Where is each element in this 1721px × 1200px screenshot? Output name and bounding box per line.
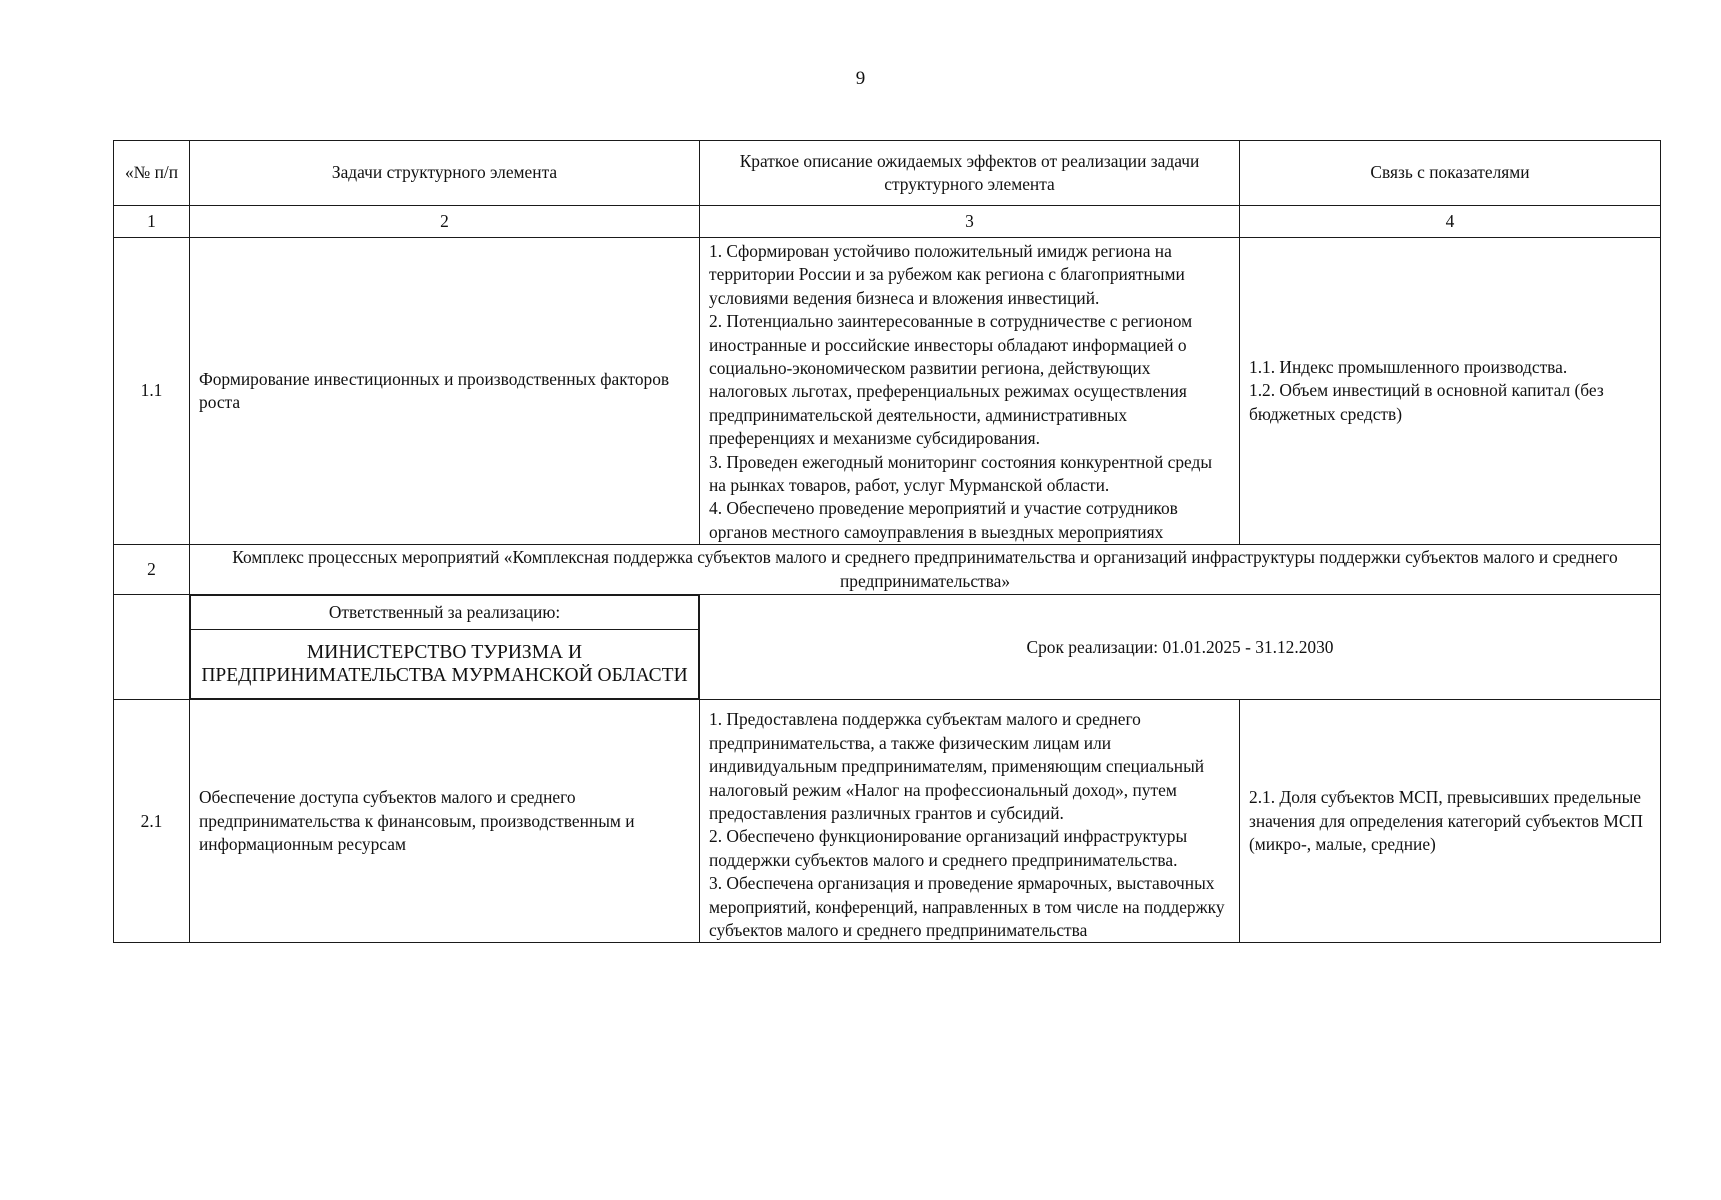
table-row-1-1 (114, 238, 1661, 545)
column-number-4: 4 (1240, 206, 1661, 238)
column-number-1: 1 (114, 206, 190, 238)
task-cell: Обеспечение доступа субъектов малого и среднего предпринимательства к финансовым, производственным и информационным ресурсам (190, 700, 700, 943)
empty-cell (114, 595, 190, 700)
effect-item: 2. Обеспечено функционирование организаций инфраструктуры поддержки субъектов малого и среднего предпринимательства. (709, 826, 1188, 870)
indicators-cell (1240, 238, 1661, 545)
effect-item: 1. Предоставлена поддержка субъектам малого и среднего предпринимательства, а также физическим лицам или индивидуальным предпринимателям, применяющим специальный налоговый режим «Налог на профессиональный доход», путем предоставления различных грантов и субсидий. (709, 709, 1205, 823)
structural-elements-table (113, 140, 1661, 943)
column-number-row (114, 206, 1661, 238)
row-number: 1.1 (114, 238, 190, 545)
header-tasks: Задачи структурного элемента (190, 141, 700, 206)
effects-cell (700, 238, 1240, 545)
responsible-cell (190, 595, 700, 700)
effect-item: 3. Обеспечена организация и проведение ярмарочных, выставочных мероприятий, конференций, направленных в том числе на поддержку субъектов малого и среднего предпринимательства (709, 873, 1225, 940)
responsible-label: Ответственный за реализацию: (191, 596, 699, 630)
page-number: 9 (855, 68, 866, 89)
indicator-item: 1.2. Объем инвестиций в основной капитал (без бюджетных средств) (1249, 380, 1604, 424)
indicator-item: 1.1. Индекс промышленного производства. (1249, 357, 1568, 378)
effect-item: 4. Обеспечено проведение мероприятий и участие сотрудников органов местного самоуправления в выездных мероприятиях (709, 498, 1178, 542)
responsible-organization: МИНИСТЕРСТВО ТУРИЗМА И ПРЕДПРИНИМАТЕЛЬСТВА МУРМАНСКОЙ ОБЛАСТИ (191, 630, 699, 699)
responsible-row (114, 595, 1661, 700)
table-row-2 (114, 545, 1661, 595)
row-number: 2 (114, 545, 190, 595)
column-number-3: 3 (700, 206, 1240, 238)
indicator-item: 2.1. Доля субъектов МСП, превысивших предельные значения для определения категорий субъектов МСП (микро-, малые, средние) (1249, 787, 1643, 855)
row-number: 2.1 (114, 700, 190, 943)
effect-item: 3. Проведен ежегодный мониторинг состояния конкурентной среды на рынках товаров, работ, услуг Мурманской области. (709, 451, 1213, 496)
task-cell: Формирование инвестиционных и производственных факторов роста (190, 238, 700, 545)
process-complex-title: Комплекс процессных мероприятий «Комплексная поддержка субъектов малого и среднего предпринимательства и организаций инфраструктуры поддержки субъектов малого и среднего предпринимательства» (190, 545, 1661, 595)
implementation-term: Срок реализации: 01.01.2025 - 31.12.2030 (700, 595, 1661, 700)
effect-item: 2. Потенциально заинтересованные в сотрудничестве с регионом иностранные и российские инвесторы обладают информацией о социально-экономическом развитии региона, действующих налоговых льготах, преференциальных режимах осуществления предпринимательской деятельности, административных преференциях и механизме субсидирования. (709, 311, 1193, 449)
effects-cell (700, 700, 1240, 943)
column-number-2: 2 (190, 206, 700, 238)
indicators-cell (1240, 700, 1661, 943)
effect-item: 1. Сформирован устойчиво положительный имидж региона на территории России и за рубежом как региона с благоприятными условиями ведения бизнеса и вложения инвестиций. (709, 241, 1185, 308)
header-number: «№ п/п (114, 141, 190, 206)
table-row-2-1 (114, 700, 1661, 943)
table-header-row (114, 141, 1661, 206)
header-indicators: Связь с показателями (1240, 141, 1661, 206)
header-effects: Краткое описание ожидаемых эффектов от реализации задачи структурного элемента (700, 141, 1240, 206)
